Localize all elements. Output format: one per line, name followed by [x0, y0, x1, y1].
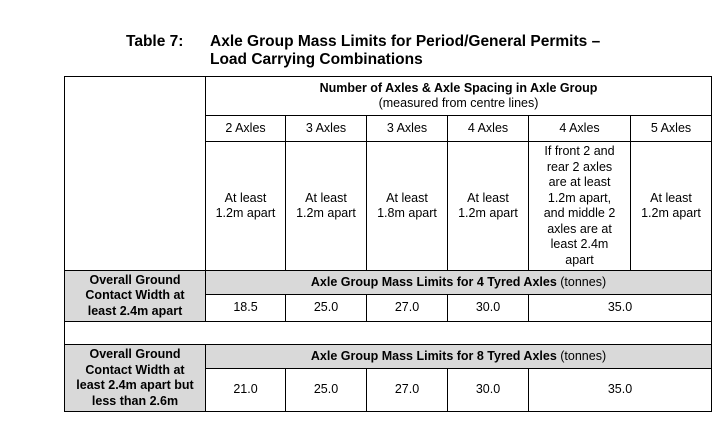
spacing-cell: [448, 142, 529, 271]
row-label-line: Contact Width at: [85, 288, 185, 303]
spacing-cell: [631, 142, 712, 271]
spacing-line: 1.2m apart: [296, 206, 356, 220]
spacing-line: At least: [224, 190, 267, 205]
row-label-line: less than 2.6m: [91, 393, 179, 408]
row-label-cell: [65, 345, 206, 412]
value-cell: 18.5: [206, 295, 286, 322]
row-label-line: Contact Width at: [85, 362, 185, 377]
axle-col-header: 3 Axles: [367, 116, 448, 142]
spacing-line: are at least: [548, 175, 611, 189]
value-cell: 25.0: [286, 295, 367, 322]
table-number: Table 7:: [126, 33, 184, 50]
value-cell: 30.0: [448, 369, 529, 412]
group-header-title: Number of Axles & Axle Spacing in Axle Group: [319, 80, 598, 95]
spacer-row: [65, 322, 712, 345]
axle-col-header: 2 Axles: [206, 116, 286, 142]
axle-col-header: 5 Axles: [631, 116, 712, 142]
value-cell: 27.0: [367, 295, 448, 322]
row-label-line: Overall Ground: [89, 272, 181, 287]
value-cell: 27.0: [367, 369, 448, 412]
spacing-line: 1.2m apart: [215, 206, 276, 220]
header-row-group: [65, 77, 712, 116]
spacing-line: At least: [467, 190, 509, 205]
spacing-line: least 2.4m: [550, 237, 609, 251]
axle-mass-limits-table: [64, 76, 712, 412]
row-label-line: Overall Ground: [89, 347, 181, 361]
spacing-cell: [529, 142, 631, 271]
section-title: Axle Group Mass Limits for 4 Tyred Axles: [310, 274, 557, 289]
axle-col-header: 4 Axles: [448, 116, 529, 142]
section-title-row: [65, 271, 712, 295]
spacing-line: 1.8m apart: [377, 206, 437, 220]
section-title-unit: (tonnes): [556, 348, 607, 363]
spacing-line: apart: [565, 252, 594, 267]
section-title-row: [65, 345, 712, 369]
group-header-subtitle: (measured from centre lines): [378, 96, 539, 110]
section-title: Axle Group Mass Limits for 8 Tyred Axles: [310, 348, 557, 363]
spacing-cell: [206, 142, 286, 271]
spacing-line: and middle 2: [543, 206, 616, 220]
spacing-line: rear 2 axles: [546, 159, 613, 174]
spacing-cell: [286, 142, 367, 271]
axle-col-header: 4 Axles: [529, 116, 631, 142]
spacing-line: 1.2m apart: [641, 206, 701, 220]
value-cell: 25.0: [286, 369, 367, 412]
value-cell: 30.0: [448, 295, 529, 322]
spacing-cell: [367, 142, 448, 271]
table-title-line1: Axle Group Mass Limits for Period/General Permits –: [210, 33, 601, 50]
value-cell: 35.0: [529, 369, 712, 412]
table-title-line2: Load Carrying Combinations: [210, 51, 423, 68]
row-label-cell: [65, 271, 206, 322]
empty-corner-cell: [65, 77, 206, 271]
row-label-line: least 2.4m apart but: [76, 378, 194, 392]
spacing-line: At least: [386, 190, 428, 205]
spacing-line: 1.2m apart,: [547, 190, 612, 205]
spacing-line: 1.2m apart: [458, 206, 518, 220]
section-title-cell: [206, 345, 712, 369]
spacing-line: axles are at: [547, 221, 612, 236]
table-title: [210, 33, 600, 69]
value-cell: 35.0: [529, 295, 712, 322]
value-cell: 21.0: [206, 369, 286, 412]
section-title-cell: [206, 271, 712, 295]
section-title-unit: (tonnes): [556, 274, 607, 289]
row-label-line: least 2.4m apart: [87, 303, 183, 318]
spacing-line: At least: [305, 190, 347, 205]
spacing-line: At least: [650, 190, 692, 205]
spacing-line: If front 2 and: [544, 144, 615, 158]
spacer-cell: [65, 322, 712, 345]
group-header-cell: [206, 77, 712, 116]
axle-col-header: 3 Axles: [286, 116, 367, 142]
